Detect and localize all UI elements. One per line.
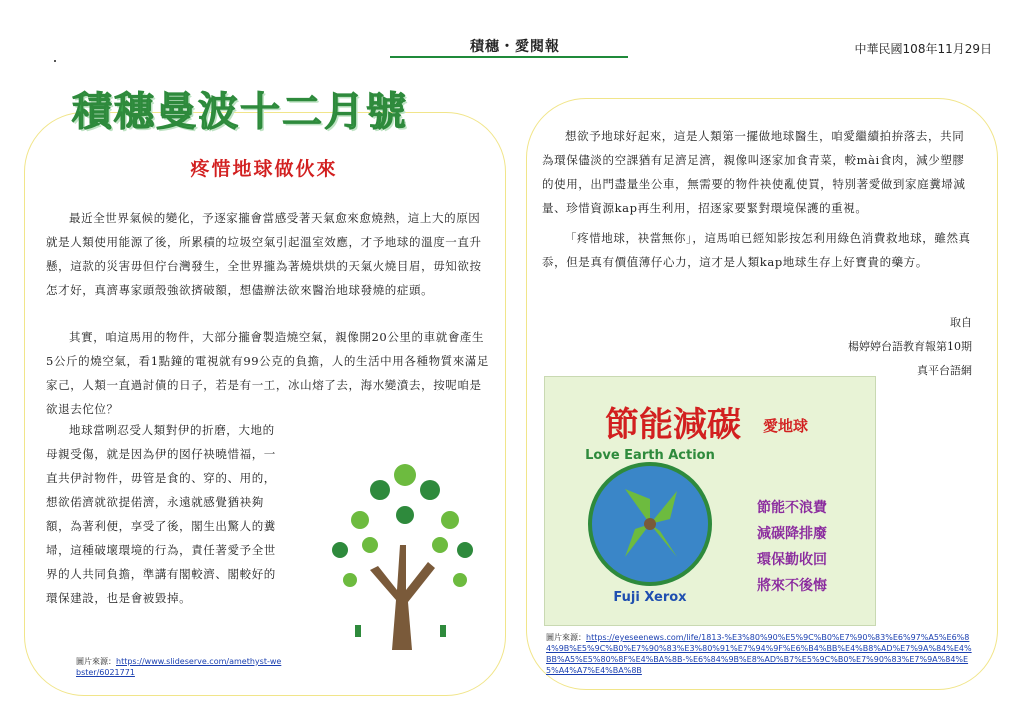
masthead: 積穗曼波十二月號 [72,89,408,135]
eco-tree-illustration [300,450,500,650]
slogan-1: 節能不浪費 [757,500,827,516]
right-text-block [542,124,974,274]
source-publication: 楊婷婷台語教育報第10期 [848,340,972,353]
issue-date: 中華民國108年11月29日 [854,42,992,56]
source-site: 真平台語網 [917,364,972,377]
paragraph-3 [46,418,276,610]
poster-title: 節能減碳 [605,405,741,445]
header-divider [390,56,628,58]
right-image-credit [546,632,974,676]
right-paragraph-2: 「疼惜地球，袂當無你」，這馬咱已經知影按怎利用綠色消費救地球，雖然真忝，但是真有價值薄仔心力，這才是人類kap地球生存上好寶貴的藥方。 [542,231,971,269]
left-image-credit [76,656,286,678]
energy-saving-poster [544,376,876,626]
poster-subtitle: 愛地球 [763,417,809,435]
right-credit-label: 圖片來源： [546,633,586,642]
paragraph-3-text: 地球當咧忍受人類對伊的折磨，大地的母親受傷，就是因為伊的囡仔袂曉惜福，一直共伊討物件，毋管是食的、穿的、用的，想欲偌濟就欲提偌濟，永遠就感覺猶袂夠額，為著利便，享受了後，閣生出驚人的糞埽，這種破壞環境的行為，責任著愛予全世界的人共同負擔，準講有閣較濟、閣較好的環保建設，也是會被毀掉。 [46,423,276,605]
left-credit-label: 圖片來源： [76,657,116,666]
dot-mark [54,60,56,62]
paragraph-2: 其實，咱這馬用的物件，大部分攏會製造燒空氣，親像開20公里的車就會產生5公斤的燒空氣，看1點鐘的電視就有99公克的負擔，人的生活中用各種物質來滿足家己，人類一直過討債的日子，若是有一工，冰山熔了去，海水變濆去，按呢咱是欲退去佗位？ [46,330,490,416]
ring-top-text: Love Earth Action [585,448,715,463]
slogan-3: 環保勤收回 [757,552,827,568]
source-label: 取自 [950,316,972,329]
earth-logo-icon [565,439,735,609]
left-credit-link[interactable]: https://www.slideserve.com/amethyst-webster/6021771 [76,657,282,677]
poster-slogans [757,495,827,599]
slogan-4: 將來不後悔 [757,578,827,594]
newspaper-title: 積穗・愛閱報 [470,39,560,55]
paragraph-1: 最近全世界氣候的變化，予逐家攏會當感受著天氣愈來愈燒熱，這上大的原因就是人類使用能源了後，所累積的垃圾空氣引起溫室效應，才予地球的溫度一直升懸，這款的災害毋但佇台灣發生，全世界攏為著燒烘烘的天氣火燒目眉，毋知欲按怎才好，真濟專家頭殼強欲擠破額，想儘辦法欲來醫治地球發燒的症頭。 [46,211,482,297]
ring-bottom-text: Fuji Xerox [613,590,687,605]
right-credit-link[interactable]: https://eyeseenews.com/life/1813-%E3%80%90%E5%9C%B0%E7%90%83%E6%97%A5%E6%84%9B%E5%9C%B0%E7%90%83%E3%80%91%E7%94%9F%E6%B4%BB%E4%B8%AD%E7%9A%84%E4%BB%A5%E5%80%8F%E4%BA%8B-%E6%84%9B%E8%AD%B7%E5%9C%B0%E7%90%83%E7%9A%84%E5%A4%A7%E4%BA%8B [546,633,972,675]
article-title: 疼惜地球做伙來 [190,158,338,180]
slogan-2: 減碳降排廢 [757,526,827,542]
right-paragraph-1: 想欲予地球好起來，這是人類第一擺做地球醫生，咱愛繼續拍拚落去，共同為環保儘淡的空課猶有足濟足濟，親像叫逐家加食青菜，較mài食肉，減少塑膠的使用，出門盡量坐公車，無需要的物件袂使亂使買，特別著愛做到家庭糞埽減量、珍惜資源kap再生利用，招逐家要緊對環境保護的重視。 [542,129,966,215]
